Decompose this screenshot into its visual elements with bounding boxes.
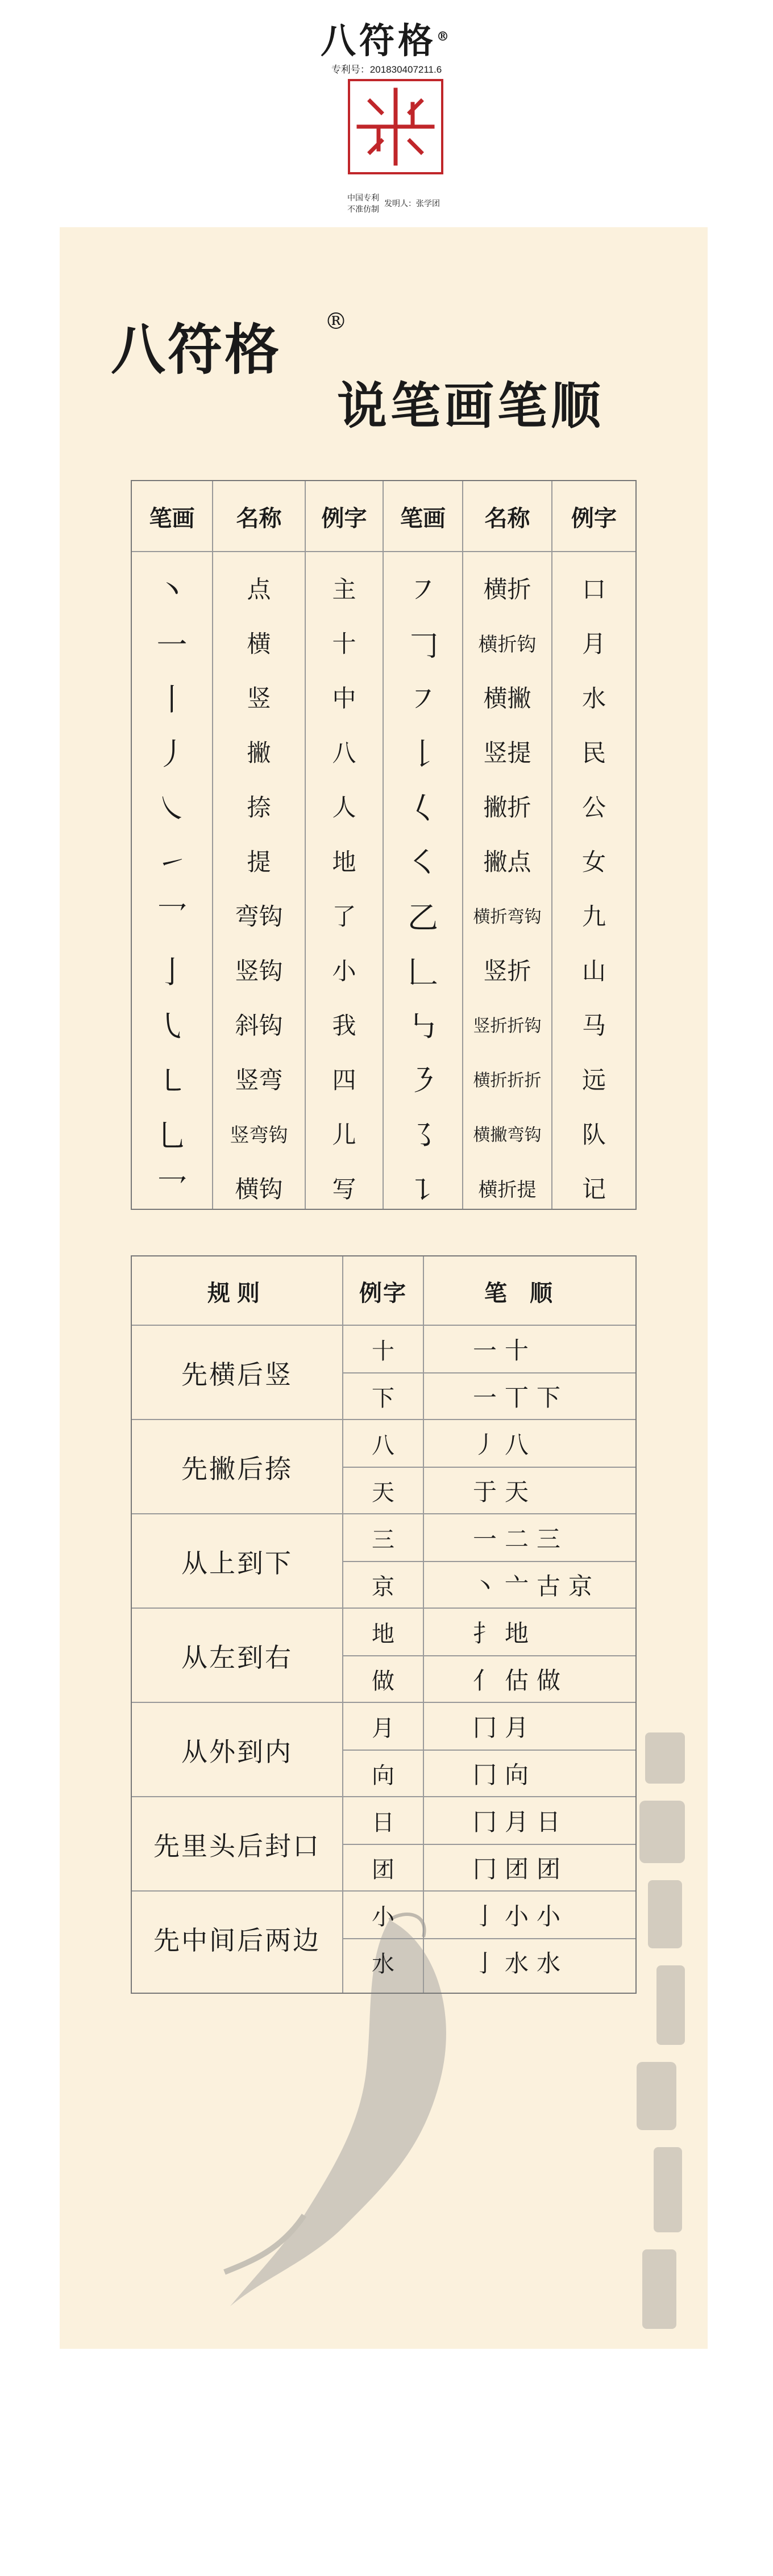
example-char: 远 [581, 1066, 606, 1094]
header-stroke: 笔画 [149, 505, 195, 532]
stroke-glyph: ㇌ [408, 1117, 438, 1154]
example-char: 向 [372, 1762, 394, 1789]
header-stroke: 笔画 [400, 505, 446, 532]
header-rule: 规则 [207, 1279, 267, 1306]
example-char: 天 [372, 1479, 394, 1506]
caption-line: 不准仿制 [347, 204, 379, 214]
stroke-glyph: 丿 [156, 736, 188, 772]
stroke-glyph: 乛 [156, 1172, 188, 1208]
poster-title: 说笔画笔顺 [337, 376, 605, 435]
example-char: 月 [372, 1715, 394, 1742]
header-name: 名称 [484, 505, 530, 532]
example-char: 人 [332, 794, 356, 821]
poster-registered-mark: ® [325, 308, 347, 335]
example-char: 八 [372, 1432, 394, 1459]
eight-grid-logo [347, 78, 444, 175]
stroke-glyph: 乛 [156, 899, 188, 936]
poster-panel [60, 227, 708, 2349]
stroke-name: 竖折折钩 [473, 1016, 542, 1036]
stroke-name: 提 [247, 848, 271, 876]
example-char: 小 [332, 957, 356, 985]
stroke-glyph: 𠃊 [408, 954, 438, 990]
stroke-sequence: 冂向 [473, 1761, 537, 1789]
example-char: 下 [372, 1385, 394, 1412]
caption-line: 中国专利 [347, 193, 379, 202]
example-char: 水 [372, 1951, 394, 1977]
stroke-name: 竖 [247, 684, 271, 712]
stroke-name: 横 [247, 630, 271, 658]
rule-label: 先横后竖 [181, 1359, 293, 1390]
example-char: 团 [372, 1856, 394, 1883]
stroke-sequence: 于天 [473, 1478, 537, 1506]
stroke-name: 竖钩 [235, 957, 283, 985]
inventor-caption: 发明人：张学团 [384, 199, 440, 208]
example-char: 水 [581, 684, 606, 712]
patent-caption [347, 192, 379, 215]
stroke-glyph: 丨 [156, 681, 188, 717]
stroke-sequence: 一十 [473, 1337, 537, 1364]
header-example: 例字 [359, 1279, 407, 1306]
stroke-name: 横折折折 [473, 1071, 542, 1091]
example-char: 十 [332, 630, 356, 658]
rule-label: 先里头后封口 [153, 1831, 321, 1861]
stroke-name: 点 [247, 575, 271, 603]
stroke-glyph: 𡿨 [408, 790, 438, 826]
example-char: 了 [332, 903, 356, 930]
example-char: 三 [372, 1526, 394, 1553]
stroke-name: 横折钩 [478, 633, 537, 656]
rule-label: 从上到下 [181, 1548, 293, 1579]
stroke-name: 横折 [483, 575, 531, 603]
stroke-glyph: ㇇ [408, 572, 438, 608]
example-char: 马 [581, 1012, 606, 1039]
example-char: 主 [332, 575, 356, 603]
stroke-glyph: ㇄ [156, 1063, 188, 1099]
stroke-glyph: 乚 [156, 1117, 188, 1154]
example-char: 中 [332, 684, 356, 712]
stroke-glyph: ㇂ [156, 1008, 188, 1045]
header-order: 笔顺 [484, 1279, 575, 1306]
stroke-sequence: 冂月日 [473, 1808, 569, 1836]
stroke-glyph: 亅 [156, 954, 188, 990]
example-char: 小 [372, 1903, 394, 1930]
stroke-glyph: 乙 [408, 899, 438, 936]
example-char: 地 [372, 1621, 394, 1647]
example-char: 儿 [332, 1121, 356, 1149]
stroke-glyph: ㇀ [156, 845, 188, 881]
stroke-name: 撇折 [483, 794, 531, 821]
example-char: 八 [332, 739, 356, 767]
stroke-name: 竖弯钩 [230, 1124, 288, 1147]
stroke-glyph: 𠃌 [408, 627, 438, 663]
stroke-name: 横撇 [483, 684, 531, 712]
stroke-name: 弯钩 [235, 903, 283, 930]
stroke-glyph: ㇋ [408, 1063, 438, 1099]
stroke-name: 捺 [247, 794, 271, 821]
example-char: 山 [581, 957, 606, 985]
stroke-glyph: 一 [156, 627, 188, 663]
stroke-sequence: 丶亠古京 [473, 1572, 601, 1600]
stroke-glyph: ㇊ [408, 1172, 438, 1208]
header-example: 例字 [321, 505, 367, 532]
example-char: 京 [372, 1573, 394, 1600]
example-char: 地 [332, 848, 356, 876]
stroke-glyph: 𠄌 [408, 736, 438, 772]
stroke-sequence: 扌地 [473, 1619, 537, 1647]
stroke-glyph: ㇉ [408, 1008, 438, 1045]
registered-mark: ® [437, 29, 452, 44]
stroke-name: 横钩 [235, 1175, 283, 1203]
rule-label: 从左到右 [181, 1642, 293, 1673]
stroke-name: 横折提 [478, 1178, 537, 1201]
header-name: 名称 [236, 505, 282, 532]
stroke-name: 竖提 [483, 739, 531, 767]
example-char: 女 [581, 848, 606, 876]
example-char: 民 [581, 739, 606, 767]
example-char: 月 [581, 630, 606, 658]
rule-label: 先中间后两边 [153, 1925, 321, 1956]
example-char: 四 [332, 1066, 356, 1094]
example-char: 九 [581, 903, 606, 930]
example-char: 记 [581, 1175, 606, 1203]
stroke-name: 横折弯钩 [473, 907, 542, 927]
stroke-sequence: 丿八 [473, 1431, 537, 1459]
rule-label: 从外到内 [181, 1736, 293, 1767]
stroke-sequence: 冂团团 [473, 1855, 569, 1883]
example-char: 公 [581, 794, 606, 821]
example-char: 十 [372, 1338, 394, 1364]
stroke-glyph: ㇏ [156, 790, 188, 826]
brand-title-top [0, 12, 773, 63]
stroke-name: 竖折 [483, 957, 531, 985]
stroke-order-table [131, 1255, 637, 1994]
example-char: 日 [372, 1809, 394, 1836]
brand-text: 八符格 [320, 20, 437, 61]
strokes-table [131, 480, 637, 1210]
stroke-name: 竖弯 [235, 1066, 283, 1094]
stroke-name: 斜钩 [235, 1012, 283, 1039]
stroke-sequence: 一二三 [473, 1525, 569, 1553]
stroke-name: 撇 [247, 739, 271, 767]
example-char: 我 [332, 1012, 356, 1039]
stroke-glyph: ㇇ [408, 681, 438, 717]
poster-brand: 八符格 [111, 318, 281, 382]
patent-number: 专利号：201830407211.6 [331, 64, 442, 75]
stroke-name: 撇点 [483, 848, 531, 876]
header-example: 例字 [571, 505, 617, 532]
stroke-sequence: 亅小小 [473, 1902, 569, 1930]
stroke-sequence: 一丅下 [473, 1384, 569, 1412]
stroke-glyph: 丶 [156, 572, 188, 608]
example-char: 做 [372, 1668, 394, 1694]
stroke-name: 横撇弯钩 [473, 1125, 542, 1145]
stroke-glyph: ㇛ [408, 845, 438, 881]
rule-label: 先撇后捺 [181, 1454, 293, 1484]
stroke-sequence: 亅水水 [473, 1949, 569, 1977]
stroke-sequence: 亻估做 [473, 1667, 569, 1694]
example-char: 写 [332, 1175, 356, 1203]
example-char: 队 [581, 1121, 606, 1149]
stroke-sequence: 冂月 [473, 1714, 537, 1742]
example-char: 口 [581, 575, 606, 603]
